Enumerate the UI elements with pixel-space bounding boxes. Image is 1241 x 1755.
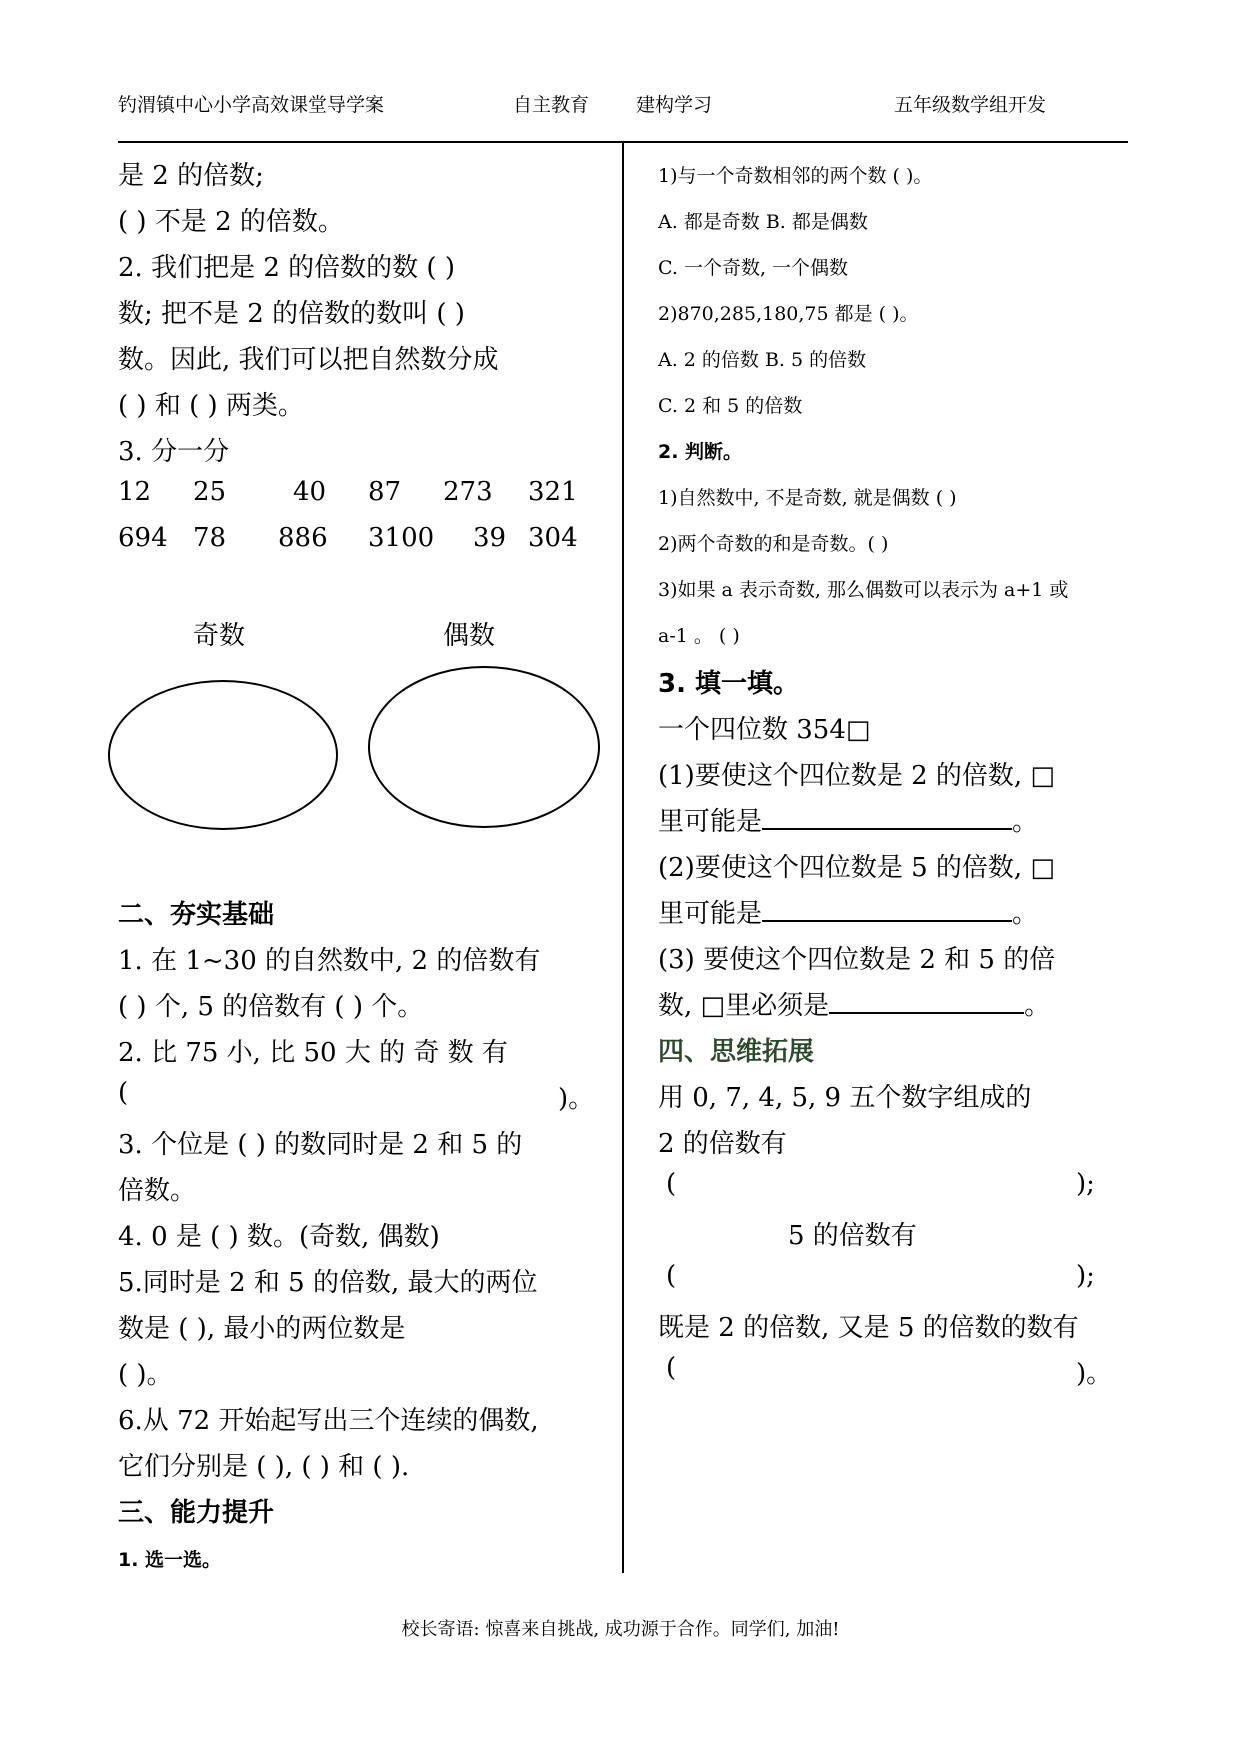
- period: 。: [1012, 807, 1039, 837]
- period: 。: [1024, 991, 1051, 1021]
- q6-line-a: 6.从 72 开始起写出三个连续的偶数,: [118, 1406, 539, 1436]
- page-footer: 校长寄语: 惊喜来自挑战, 成功源于合作。同学们, 加油!: [401, 1619, 840, 1640]
- judge-title: 2. 判断。: [658, 441, 743, 463]
- judge-q3-b: a-1 。 ( ): [658, 625, 740, 647]
- q3-line-b: 倍数。: [118, 1176, 197, 1206]
- left-line-5: 数。因此, 我们可以把自然数分成: [118, 345, 499, 375]
- fill-title: 3. 填一填。: [658, 669, 800, 699]
- answer-blank[interactable]: [762, 894, 1012, 922]
- odd-oval: [108, 680, 338, 830]
- number: 321: [528, 477, 578, 507]
- fill-q3-b-label: 数, □里必须是: [658, 991, 830, 1021]
- fill-q1-b-label: 里可能是: [658, 807, 763, 837]
- column-divider: [622, 143, 624, 1573]
- select-title: 1. 选一选。: [118, 1549, 222, 1571]
- q5-line-a: 5.同时是 2 和 5 的倍数, 最大的两位: [118, 1268, 538, 1298]
- think-close-paren-1: );: [1076, 1169, 1095, 1199]
- think-open-paren-3: (: [666, 1353, 677, 1383]
- select-q2-ab: A. 2 的倍数 B. 5 的倍数: [658, 349, 867, 371]
- motto-a: 自主教育: [513, 94, 590, 116]
- judge-q2: 2)两个奇数的和是奇数。( ): [658, 533, 889, 555]
- q4-line: 4. 0 是 ( ) 数。(奇数, 偶数): [118, 1222, 440, 1252]
- think-line-2: 2 的倍数有: [658, 1129, 787, 1159]
- think-line-6: 既是 2 的倍数, 又是 5 的倍数的数有: [658, 1313, 1079, 1343]
- think-open-paren-2: (: [666, 1261, 677, 1291]
- odd-label: 奇数: [193, 621, 246, 651]
- number: 886: [278, 523, 328, 553]
- fill-intro: 一个四位数 354□: [658, 715, 871, 745]
- fill-q2-b-label: 里可能是: [658, 899, 763, 929]
- number: 87: [368, 477, 402, 507]
- answer-blank[interactable]: [762, 802, 1012, 830]
- q3-line-a: 3. 个位是 ( ) 的数同时是 2 和 5 的: [118, 1130, 523, 1160]
- fill-q3-b: [658, 985, 1050, 1022]
- q1-line-a: 1. 在 1~30 的自然数中, 2 的倍数有: [118, 946, 541, 976]
- even-label: 偶数: [443, 621, 496, 651]
- q5-line-c: ( )。: [118, 1360, 173, 1390]
- left-line-6: ( ) 和 ( ) 两类。: [118, 391, 304, 421]
- number: 3100: [368, 523, 435, 553]
- page-header: [118, 90, 1128, 120]
- section-2-title: 二、夯实基础: [118, 900, 275, 930]
- left-line-7: 3. 分一分: [118, 437, 230, 467]
- number: 304: [528, 523, 578, 553]
- left-line-3: 2. 我们把是 2 的倍数的数 ( ): [118, 253, 455, 283]
- think-line-4: 5 的倍数有: [788, 1221, 917, 1251]
- number: 78: [193, 523, 227, 553]
- fill-q1-a: (1)要使这个四位数是 2 的倍数, □: [658, 761, 1055, 791]
- fill-q2-a: (2)要使这个四位数是 5 的倍数, □: [658, 853, 1055, 883]
- answer-blank[interactable]: [829, 986, 1024, 1014]
- think-close-paren-2: );: [1076, 1261, 1095, 1291]
- select-q1: 1)与一个奇数相邻的两个数 ( )。: [658, 165, 933, 187]
- number: 39: [473, 523, 507, 553]
- left-line-2: ( ) 不是 2 的倍数。: [118, 207, 344, 237]
- left-line-4: 数; 把不是 2 的倍数的数叫 ( ): [118, 299, 465, 329]
- select-q1-ab: A. 都是奇数 B. 都是偶数: [658, 211, 868, 233]
- even-oval: [368, 666, 600, 828]
- number: 40: [293, 477, 327, 507]
- motto-b: 建构学习: [636, 94, 713, 116]
- fill-q3-a: (3) 要使这个四位数是 2 和 5 的倍: [658, 945, 1056, 975]
- period: 。: [1012, 899, 1039, 929]
- q2-close-paren: )。: [558, 1084, 595, 1114]
- judge-q1: 1)自然数中, 不是奇数, 就是偶数 ( ): [658, 487, 957, 509]
- think-close-paren-3: )。: [1076, 1359, 1113, 1389]
- q1-line-b: ( ) 个, 5 的倍数有 ( ) 个。: [118, 992, 424, 1022]
- section-3-title: 三、能力提升: [118, 1498, 275, 1528]
- school-name: 钓渭镇中心小学高效课堂导学案: [118, 94, 385, 116]
- select-q1-c: C. 一个奇数, 一个偶数: [658, 257, 849, 279]
- think-open-paren-1: (: [666, 1169, 677, 1199]
- section-4-title: 四、思维拓展: [658, 1037, 815, 1067]
- number: 273: [443, 477, 493, 507]
- select-q2: 2)870,285,180,75 都是 ( )。: [658, 303, 919, 325]
- q2-open-paren: (: [118, 1078, 129, 1108]
- think-line-1: 用 0, 7, 4, 5, 9 五个数字组成的: [658, 1083, 1032, 1113]
- fill-q2-b: [658, 893, 1038, 930]
- left-line-1: 是 2 的倍数;: [118, 161, 264, 191]
- q5-line-b: 数是 ( ), 最小的两位数是: [118, 1314, 406, 1344]
- judge-q3-a: 3)如果 a 表示奇数, 那么偶数可以表示为 a+1 或: [658, 579, 1069, 601]
- fill-q1-b: [658, 801, 1038, 838]
- q2-line-a: 2. 比 75 小, 比 50 大 的 奇 数 有: [118, 1038, 508, 1068]
- q6-line-b: 它们分别是 ( ), ( ) 和 ( ).: [118, 1452, 410, 1482]
- select-q2-c: C. 2 和 5 的倍数: [658, 395, 803, 417]
- number: 694: [118, 523, 168, 553]
- developer: 五年级数学组开发: [894, 94, 1047, 116]
- number: 25: [193, 477, 227, 507]
- number: 12: [118, 477, 152, 507]
